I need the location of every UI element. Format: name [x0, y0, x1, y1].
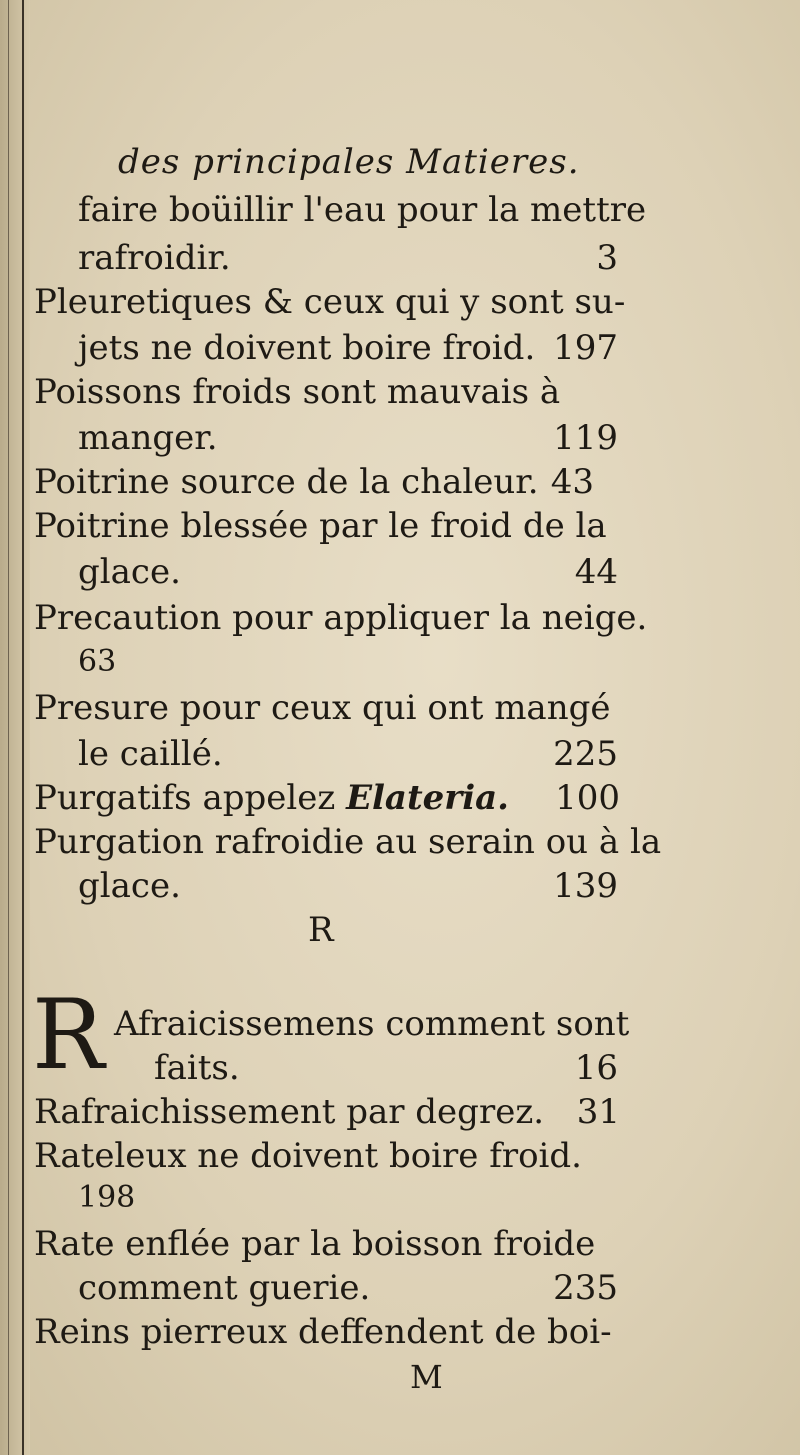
entry-text: rafroidir. [78, 238, 231, 278]
entry-text: comment guerie. [78, 1268, 371, 1308]
entry-text: Poitrine source de la chaleur. [34, 462, 539, 502]
page-number: 43 [550, 462, 594, 502]
entry-line: Rateleux ne doivent boire froid. [34, 1136, 582, 1176]
entry-line: Presure pour ceux qui ont mangé [34, 688, 611, 728]
entry-line [34, 1092, 620, 1132]
entry-line: Purgation rafroidie au serain ou à la [34, 822, 662, 862]
page-number: 3 [596, 238, 618, 278]
entry-text: glace. [78, 552, 181, 592]
gutter-rule [22, 0, 24, 1455]
entry-line [154, 1048, 618, 1088]
page-number: 235 [553, 1268, 618, 1308]
entry-line: Precaution pour appliquer la neige. [34, 598, 648, 638]
entry-line [78, 552, 618, 592]
page-number: 139 [553, 866, 618, 906]
page-number: 44 [574, 552, 618, 592]
page-gutter [0, 0, 30, 1455]
entry-line: faire boüillir l'eau pour la mettre [78, 190, 647, 230]
entry-line [78, 328, 618, 368]
entry-line [34, 778, 620, 818]
signature-mark: M [410, 1358, 443, 1396]
page-number: 225 [553, 734, 618, 774]
entry-text: glace. [78, 866, 181, 906]
entry-line: Rate enflée par la boisson froide [34, 1224, 596, 1264]
page-number: 31 [576, 1092, 620, 1132]
gutter-edge [8, 0, 9, 1455]
page-number: 63 [78, 644, 117, 679]
entry-line [78, 866, 618, 906]
page-number: 16 [574, 1048, 618, 1088]
entry-line: Poissons froids sont mauvais à [34, 372, 561, 412]
page-number: 198 [78, 1180, 136, 1215]
drop-cap: R [32, 979, 105, 1091]
entry-line: Reins pierreux deffendent de boi- [34, 1312, 612, 1352]
entry-line: Poitrine blessée par le froid de la [34, 506, 607, 546]
entry-text: le caillé. [78, 734, 223, 774]
section-letter: R [308, 910, 334, 950]
entry-line [78, 734, 618, 774]
entry-text: jets ne doivent boire froid. [78, 328, 536, 368]
entry-text-italic: Elateria. [346, 778, 509, 818]
running-header: des principales Matieres. [118, 142, 580, 182]
entry-line [78, 1268, 618, 1308]
entry-text: faits. [154, 1048, 240, 1088]
entry-line: Afraicissemens comment sont [114, 1004, 630, 1044]
entry-line [78, 418, 618, 458]
entry-text: manger. [78, 418, 218, 458]
entry-line: Pleuretiques & ceux qui y sont su- [34, 282, 626, 322]
entry-text: Purgatifs appelez [34, 778, 336, 818]
page-number: 197 [553, 328, 618, 368]
entry-text: Rafraichissement par degrez. [34, 1092, 545, 1132]
page-number: 100 [555, 778, 620, 818]
entry-line [34, 462, 594, 502]
entry-line [78, 238, 618, 278]
page-number: 119 [553, 418, 618, 458]
